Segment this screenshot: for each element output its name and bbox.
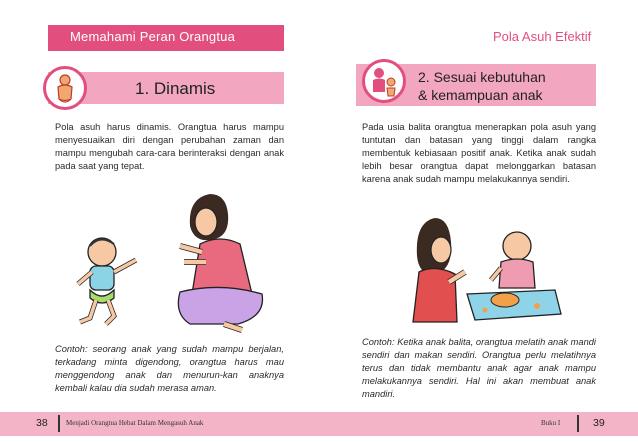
section2-paragraph: Pada usia balita orangtua menerapkan pola asuh yang tuntutan dan batasan yang tinggi dalam rangka membentuk kebiasaan positif anak. Ketika anak sudah lebih besar orangtua dapat melonggarkan batasan karena anak sudah mampu melakukannya sendiri. xyxy=(362,122,596,184)
section1-title: 1. Dinamis xyxy=(135,79,216,98)
section2-title xyxy=(418,68,588,104)
book-title: Menjadi Orangtua Hebat Dalam Mengasuh Anak xyxy=(66,419,204,427)
section2-title-line2: & kemampuan anak xyxy=(418,87,543,103)
section2-caption: Contoh: Ketika anak balita, orangtua melatih anak mandi sendiri dan makan sendiri. Orangtua perlu melatihnya terus dan tidak membantu anak agar anak mampu melakukannya sendiri. Hal ini akan membuat anak mandiri. xyxy=(362,337,596,399)
page-number-right: 39 xyxy=(593,417,605,429)
mother-figure xyxy=(178,194,262,330)
baby-icon xyxy=(46,69,84,107)
section1-paragraph: Pola asuh harus dinamis. Orangtua harus mampu menyesuaikan diri dengan perubahan zaman dan mampu mengubah cara-cara berinteraksi dengan anak pada saat yang tepat. xyxy=(55,122,284,171)
food-tray xyxy=(467,290,561,320)
left-header-bar xyxy=(48,25,284,51)
right-header-title: Pola Asuh Efektif xyxy=(493,29,592,44)
toddler-figure xyxy=(78,238,136,324)
page-number-left: 38 xyxy=(36,417,48,429)
mother-figure-2 xyxy=(413,218,465,322)
section1-icon-circle xyxy=(43,66,87,110)
section2-title-line1: 2. Sesuai kebutuhan xyxy=(418,69,546,85)
footer-bar xyxy=(0,412,638,436)
left-header-title: Memahami Peran Orangtua xyxy=(70,29,236,44)
section1-caption: Contoh: seorang anak yang sudah mampu berjalan, terkadang minta digendong, orangtua harus mau menggendong anak dan menurun-kan anaknya kembali kalau dia sudah merasa aman. xyxy=(55,344,284,393)
book-part: Buku I xyxy=(541,419,561,427)
footer-divider-left xyxy=(58,415,60,432)
mother-baby-eating-illustration xyxy=(405,210,565,330)
section2-icon-circle xyxy=(362,59,406,103)
parent-child-icon xyxy=(365,62,403,100)
mother-toddler-illustration xyxy=(70,190,270,340)
baby-figure xyxy=(491,232,535,288)
footer-divider-right xyxy=(577,415,579,432)
